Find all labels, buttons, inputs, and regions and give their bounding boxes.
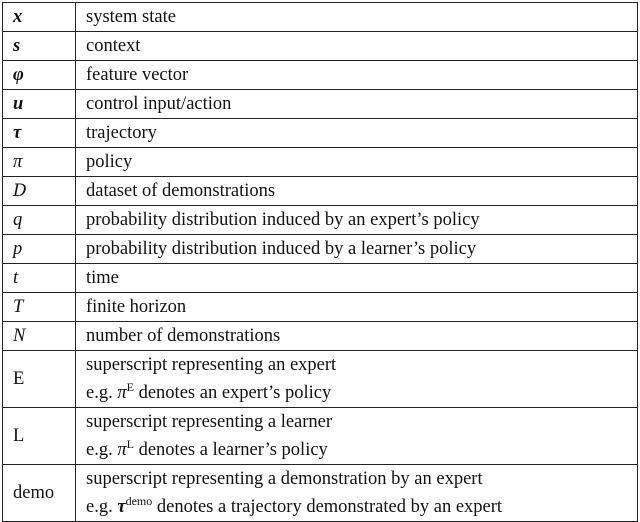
- symbol: π: [13, 152, 23, 172]
- description: trajectory: [76, 119, 638, 148]
- description: probability distribution induced by an expert’s policy: [76, 206, 638, 235]
- description: time: [76, 264, 638, 293]
- description-line-1: superscript representing an expert: [86, 355, 337, 375]
- symbol: E: [13, 369, 25, 389]
- example-symbol: τ: [117, 497, 126, 517]
- description-line-2: [86, 379, 637, 407]
- example-prefix: e.g.: [86, 440, 118, 460]
- example-text: denotes a trajectory demonstrated by an expert: [152, 497, 503, 517]
- symbol: τ: [13, 123, 22, 143]
- description: policy: [76, 148, 638, 177]
- description: dataset of demonstrations: [76, 177, 638, 206]
- notation-table: [2, 2, 638, 522]
- table-row: [3, 3, 638, 32]
- table-row: [3, 32, 638, 61]
- symbol: s: [13, 36, 21, 56]
- table-row: [3, 351, 638, 408]
- example-text: denotes an expert’s policy: [133, 383, 332, 403]
- example-text: denotes a learner’s policy: [133, 440, 328, 460]
- description: system state: [76, 3, 638, 32]
- example-superscript: E: [126, 380, 134, 394]
- symbol: x: [13, 7, 23, 27]
- table-row: [3, 408, 638, 465]
- table-row: [3, 119, 638, 148]
- description: control input/action: [76, 90, 638, 119]
- symbol: T: [13, 297, 24, 317]
- symbol: D: [13, 181, 27, 201]
- symbol: p: [13, 239, 23, 259]
- description: probability distribution induced by a learner’s policy: [76, 235, 638, 264]
- example-symbol: π: [117, 440, 127, 460]
- symbol: q: [13, 210, 23, 230]
- description: finite horizon: [76, 293, 638, 322]
- table-row: [3, 264, 638, 293]
- description-line-2: [86, 436, 637, 464]
- table-row: [3, 177, 638, 206]
- description: context: [76, 32, 638, 61]
- example-superscript: demo: [125, 494, 153, 508]
- table-row: [3, 148, 638, 177]
- description-line-1: superscript representing a demonstration by an expert: [86, 469, 483, 489]
- symbol: t: [13, 268, 19, 288]
- symbol: L: [13, 426, 25, 446]
- description-line-1: superscript representing a learner: [86, 412, 333, 432]
- symbol: demo: [13, 483, 55, 503]
- description: number of demonstrations: [76, 322, 638, 351]
- table-row: [3, 293, 638, 322]
- example-symbol: π: [117, 383, 127, 403]
- table-row: [3, 206, 638, 235]
- example-superscript: L: [126, 437, 134, 451]
- table-row: [3, 61, 638, 90]
- symbol: φ: [13, 65, 24, 85]
- symbol: u: [13, 94, 24, 114]
- table-row: [3, 90, 638, 119]
- table-row: [3, 322, 638, 351]
- example-prefix: e.g.: [86, 383, 118, 403]
- table-row: [3, 235, 638, 264]
- example-prefix: e.g.: [86, 497, 118, 517]
- description-line-2: [86, 493, 637, 521]
- symbol: N: [13, 326, 26, 346]
- description: feature vector: [76, 61, 638, 90]
